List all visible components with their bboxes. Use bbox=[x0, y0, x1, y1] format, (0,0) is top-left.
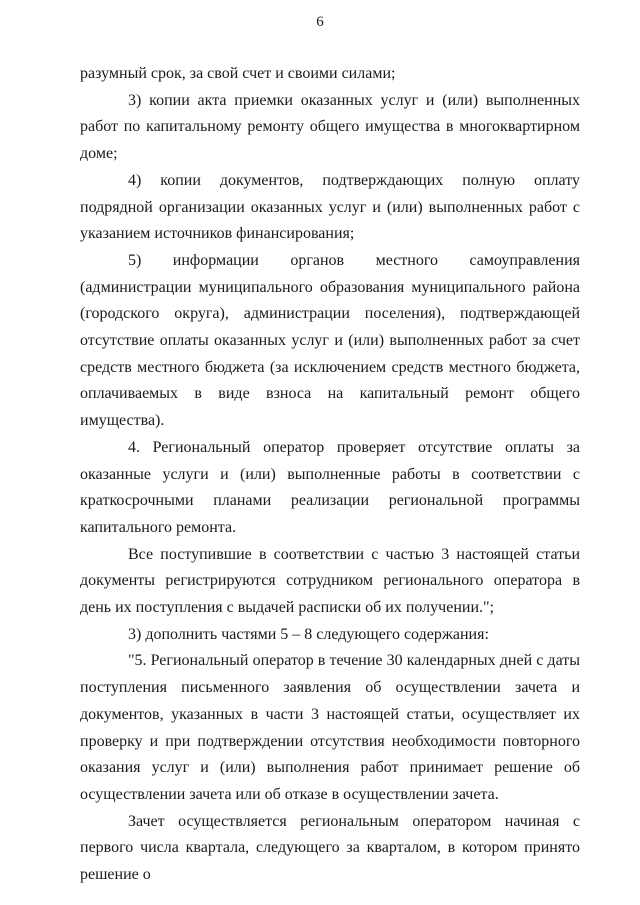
paragraph-registration: Все поступившие в соответствии с частью 3 настоящей статьи документы регистрируются сотрудником регионального оператора в день их поступления с выдачей расписки об их получении."; bbox=[80, 545, 580, 617]
paragraph-item-5: 5) информации органов местного самоуправления (администрации муниципального образования муниципального района (городского округа), администрации поселения), подтверждающей отсутствие оплаты оказанных услуг и (или) выполненных работ за счет средств местного бюджета (за исключением средств местного бюджета, оплачиваемых в виде взноса на капитальный ремонт общего имущества). bbox=[80, 251, 580, 430]
paragraph-amendment-3: 3) дополнить частями 5 – 8 следующего содержания: bbox=[128, 625, 489, 643]
page-number: 6 bbox=[316, 14, 324, 30]
document-body bbox=[80, 61, 580, 889]
paragraph-part-4: 4. Региональный оператор проверяет отсутствие оплаты за оказанные услуги и (или) выполненные работы в соответствии с краткосрочными планами реализации региональной программы капитального ремонта. bbox=[80, 438, 580, 536]
paragraph-part-5: "5. Региональный оператор в течение 30 календарных дней с даты поступления письменного заявления об осуществлении зачета и документов, указанных в части 3 настоящей статьи, осуществляет их проверку и при подтверждении отсутствия необходимости повторного оказания услуг и (или) выполнения работ принимает решение об осуществлении зачета или об отказе в осуществлении зачета. bbox=[80, 652, 580, 803]
paragraph-offset: Зачет осуществляется региональным оператором начиная с первого числа квартала, следующего за кварталом, в котором принято решение о bbox=[80, 812, 580, 884]
paragraph-item-3: 3) копии акта приемки оказанных услуг и (или) выполненных работ по капитальному ремонту общего имущества в многоквартирном доме; bbox=[80, 91, 580, 163]
paragraph-continuation: разумный срок, за свой счет и своими силами; bbox=[80, 65, 396, 82]
paragraph-item-4: 4) копии документов, подтверждающих полную оплату подрядной организации оказанных услуг и (или) выполненных работ с указанием источников финансирования; bbox=[80, 171, 580, 243]
